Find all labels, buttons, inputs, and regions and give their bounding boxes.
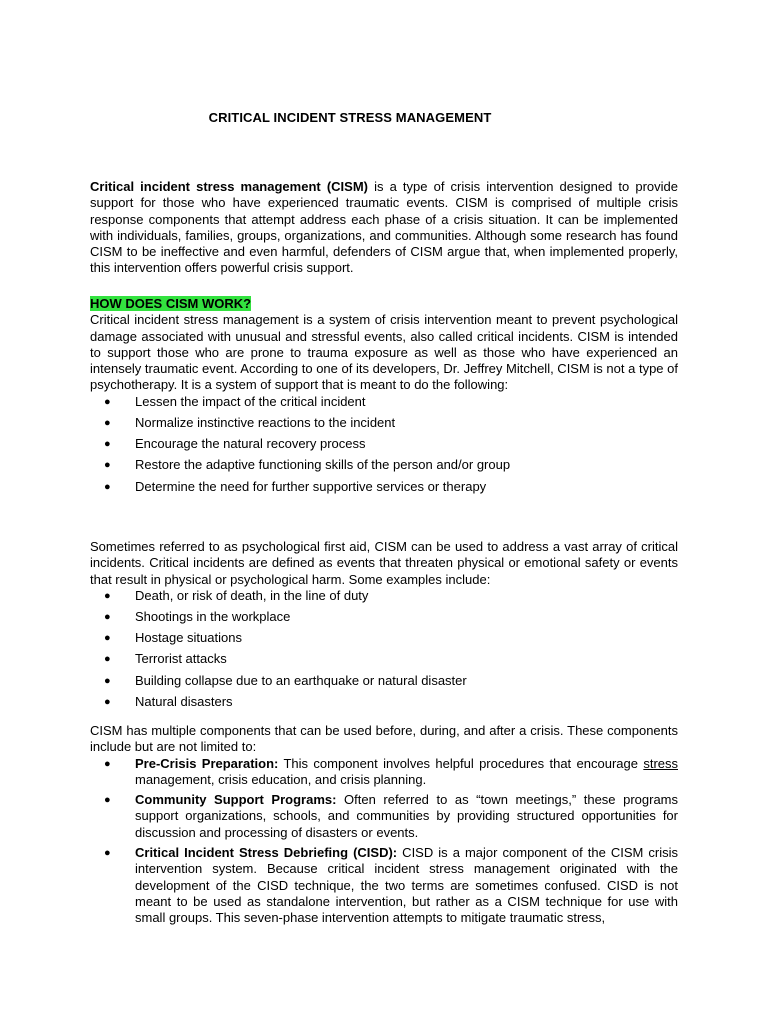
bullet-icon: ● <box>104 459 111 472</box>
examples-list <box>90 588 678 715</box>
bullet-icon: ● <box>104 794 111 807</box>
list-item: ● Pre-Crisis Preparation: This component involves helpful procedures that encourage stress management, crisis education, and crisis planning. <box>104 755 678 787</box>
list-item: ● Normalize instinctive reactions to the incident <box>104 414 396 430</box>
components-list <box>90 756 678 927</box>
bullet-icon: ● <box>104 674 111 687</box>
bullet-icon: ● <box>104 847 111 860</box>
section-heading-highlight: HOW DOES CISM WORK? <box>90 296 252 311</box>
bullet-icon: ● <box>104 416 111 429</box>
list-item: ● Restore the adaptive functioning skills of the person and/or group <box>104 457 511 473</box>
component-term: Community Support Programs: <box>135 792 337 808</box>
document-title: CRITICAL INCIDENT STRESS MANAGEMENT <box>208 110 492 125</box>
components-section <box>90 723 678 931</box>
components-paragraph: CISM has multiple components that can be used before, during, and after a crisis. These components include but are not limited to: <box>90 723 678 755</box>
component-term: Critical Incident Stress Debriefing (CISD): <box>135 845 398 861</box>
component-term: Pre-Crisis Preparation: <box>135 755 279 771</box>
bullet-icon: ● <box>104 395 111 408</box>
goals-list <box>90 394 678 500</box>
first-aid-paragraph: Sometimes referred to as psychological first aid, CISM can be used to address a vast array of critical incidents. Critical incidents are defined as events that threaten physical or emotional safety or events that result in physical or psychological harm. Some examples include: <box>90 539 678 587</box>
bullet-icon: ● <box>104 480 111 493</box>
stress-link[interactable]: stress <box>643 755 678 771</box>
list-item: ● Encourage the natural recovery process <box>104 436 366 452</box>
first-aid-section <box>90 539 678 715</box>
intro-section <box>90 179 678 277</box>
bullet-icon: ● <box>104 653 111 666</box>
list-item: ● Hostage situations <box>104 630 242 646</box>
bullet-icon: ● <box>104 757 111 770</box>
bullet-icon: ● <box>104 632 111 645</box>
intro-text: is a type of crisis intervention designed to provide support for those who have experienced traumatic events. CISM is comprised of multiple crisis response components that attempt address each phase of a crisis situation. It can be implemented with individuals, families, groups, organizations, and communities. Although some research has found CISM to be ineffective and even harmful, defenders of CISM argue that, when implemented properly, this intervention offers powerful crisis support. <box>90 179 678 276</box>
intro-paragraph <box>90 179 678 277</box>
list-item: ● Critical Incident Stress Debriefing (CISD): CISD is a major component of the CISM crisis intervention system. Because critical incident stress management originated with the development of the CISD technique, the two terms are sometimes confused. CISD is not meant to be used as standalone intervention, but rather as a CISM technique for use with small groups. This seven-phase intervention attempts to mitigate traumatic stress, <box>104 845 678 926</box>
bullet-icon: ● <box>104 438 111 451</box>
list-item: ● Death, or risk of death, in the line of duty <box>104 587 369 603</box>
list-item: ● Building collapse due to an earthquake or natural disaster <box>104 672 467 688</box>
list-item: ● Determine the need for further supportive services or therapy <box>104 478 487 494</box>
bullet-icon: ● <box>104 695 111 708</box>
list-item: ● Lessen the impact of the critical incident <box>104 393 366 409</box>
list-item: ● Terrorist attacks <box>104 651 227 667</box>
how-paragraph: Critical incident stress management is a system of crisis intervention meant to prevent psychological damage associated with unusual and stressful events, also called critical incidents. CISM is intended to support those who are prone to trauma exposure as well as those who have experienced an intensely traumatic event. According to one of its developers, Dr. Jeffrey Mitchell, CISM is not a type of psychotherapy. It is a system of support that is meant to do the following: <box>90 312 678 393</box>
list-item: ● Natural disasters <box>104 693 233 709</box>
list-item: ● Community Support Programs: Often referred to as “town meetings,” these programs support organizations, schools, and communities by providing structured opportunities for discussion and processing of disasters or events. <box>104 792 678 840</box>
intro-bold-term: Critical incident stress management (CISM) <box>90 179 368 194</box>
section-heading <box>90 296 678 312</box>
bullet-icon: ● <box>104 611 111 624</box>
list-item: ● Shootings in the workplace <box>104 609 291 625</box>
bullet-icon: ● <box>104 589 111 602</box>
how-section <box>90 296 678 500</box>
